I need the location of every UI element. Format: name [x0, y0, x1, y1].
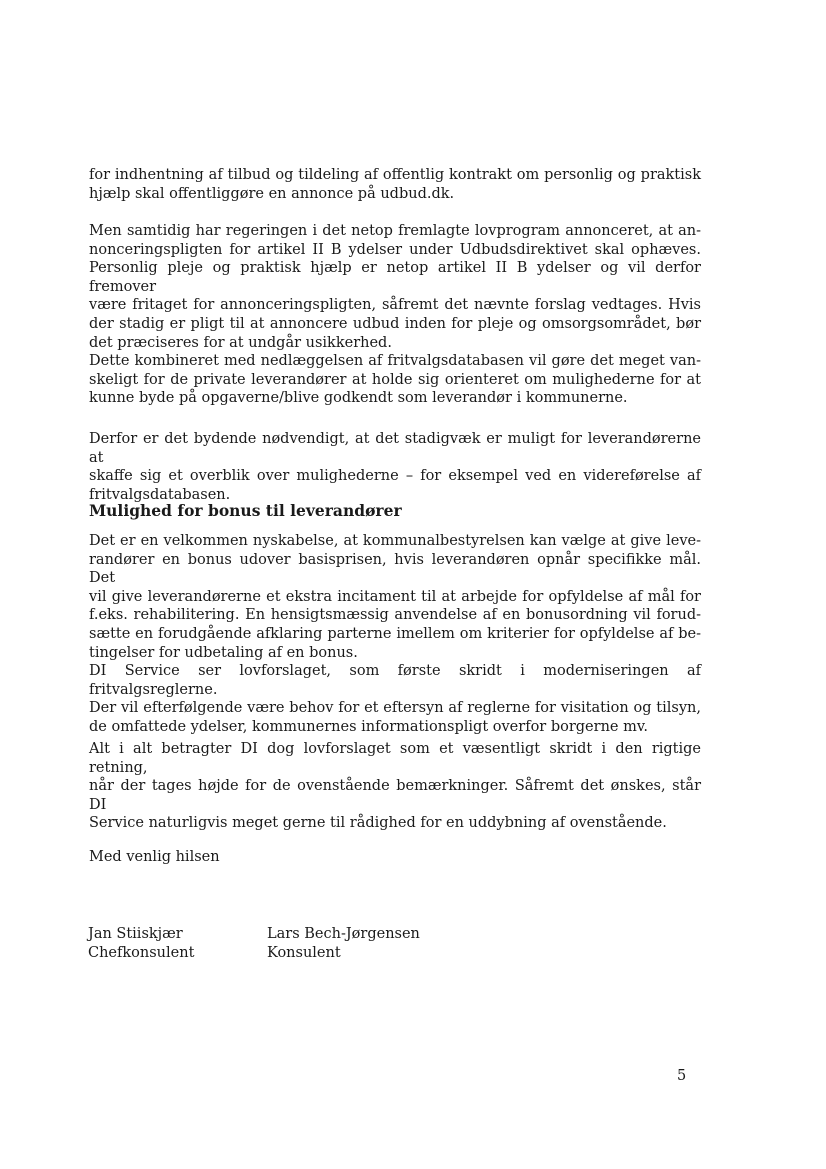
text-line: der stadig er pligt til at annoncere udbud inden for pleje og omsorgsområdet, bør: [89, 315, 701, 332]
text-line: Men samtidig har regeringen i det netop fremlagte lovprogram annonceret, at an-: [89, 223, 701, 239]
text-line: Det er en velkommen nyskabelse, at kommunalbestyrelsen kan vælge at give leve-: [89, 533, 701, 549]
paragraph-conclusion: [89, 740, 701, 833]
paragraph-database-closure: [89, 352, 701, 408]
text-line: når der tages højde for de ovenstående bemærkninger. Såfremt det ønskes, står DI: [89, 778, 701, 813]
closing-greeting: Med venlig hilsen: [89, 849, 220, 865]
text-line: skeligt for de private leverandører at holde sig orienteret om mulighederne for at: [89, 371, 701, 388]
text-line: fritvalgsdatabasen.: [89, 486, 231, 503]
paragraph-bonus: [89, 532, 701, 662]
page-number: 5: [677, 1068, 687, 1084]
text-line: hjælp skal offentliggøre en annonce på udbud.dk.: [89, 185, 455, 202]
paragraph-overview-need: [89, 430, 701, 504]
text-line: Derfor er det bydende nødvendigt, at det stadigvæk er muligt for leverandørerne at: [89, 431, 701, 466]
text-line: skaffe sig et overblik over mulighederne – for eksempel ved en videreførelse af: [89, 468, 701, 485]
text-line: nonceringspligten for artikel II B ydelser under Udbudsdirektivet skal ophæves.: [89, 241, 701, 258]
signature-block-1: [88, 925, 194, 963]
text-line: randører en bonus udover basisprisen, hvis leverandøren opnår specifikke mål. Det: [89, 551, 701, 587]
signatory-title: Konsulent: [267, 945, 341, 961]
text-line: tingelser for udbetaling af en bonus.: [89, 644, 358, 661]
text-line: Dette kombineret med nedlæggelsen af fritvalgsdatabasen vil gøre det meget van-: [89, 353, 701, 369]
text-line: Service naturligvis meget gerne til rådighed for en uddybning af ovenstående.: [89, 815, 667, 832]
signatory-name: Lars Bech-Jørgensen: [267, 926, 420, 942]
text-line: Der vil efterfølgende være behov for et eftersyn af reglerne for visitation og tilsyn,: [89, 700, 701, 717]
text-line: være fritaget for annonceringspligten, såfremt det nævnte forslag vedtages. Hvis: [89, 297, 701, 314]
signatory-name: Jan Stiiskjær: [88, 926, 183, 942]
paragraph-modernisation: [89, 662, 701, 736]
text-line: kunne byde på opgaverne/blive godkendt som leverandør i kommunerne.: [89, 390, 628, 407]
text-line: Personlig pleje og praktisk hjælp er netop artikel II B ydelser og vil derfor fremover: [89, 260, 701, 295]
section-heading: Mulighed for bonus til leverandører: [89, 501, 402, 520]
text-line: Alt i alt betragter DI dog lovforslaget som et væsentligt skridt i den rigtige retning,: [89, 741, 701, 776]
text-line: vil give leverandørerne et ekstra incitament til at arbejde for opfyldelse af mål for: [89, 588, 701, 605]
text-line: DI Service ser lovforslaget, som første skridt i moderniseringen af fritvalgsreglerne.: [89, 663, 701, 698]
text-line: f.eks. rehabilitering. En hensigtsmæssig anvendelse af en bonusordning vil forud-: [89, 607, 701, 624]
text-line: det præciseres for at undgår usikkerhed.: [89, 334, 392, 351]
paragraph-announcement-duty: [89, 222, 701, 352]
text-line: de omfattede ydelser, kommunernes informationspligt overfor borgerne mv.: [89, 718, 648, 735]
text-line: sætte en forudgående afklaring parterne imellem om kriterier for opfyldelse af be-: [89, 625, 701, 642]
signatory-title: Chefkonsulent: [88, 945, 195, 961]
paragraph-tender-announcement: [89, 166, 701, 203]
text-line: for indhentning af tilbud og tildeling af offentlig kontrakt om personlig og praktisk: [89, 167, 701, 183]
signature-block-2: [267, 925, 420, 963]
